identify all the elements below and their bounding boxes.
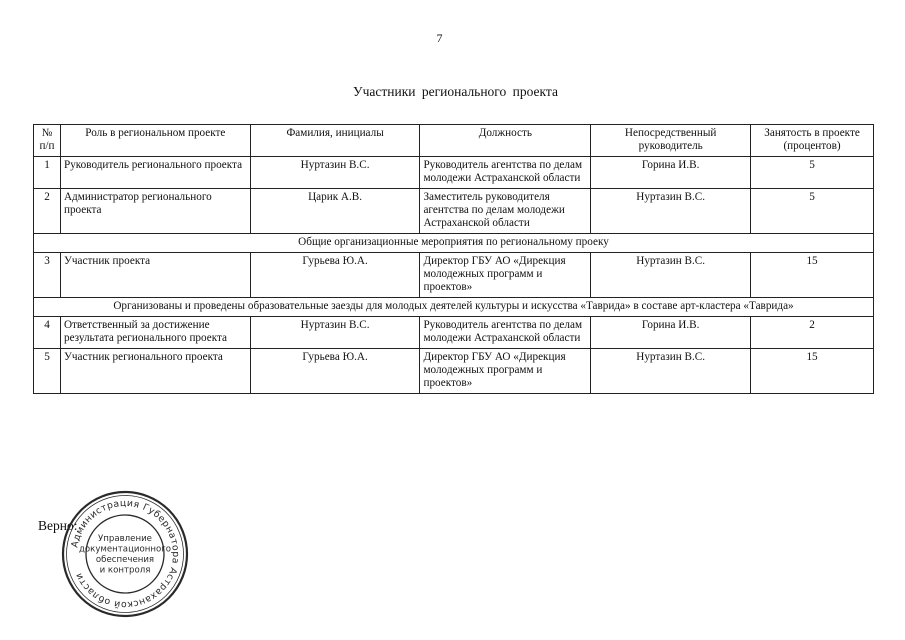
cell-position: Директор ГБУ АО «Дирекция молодежных программ и проектов»: [420, 253, 591, 298]
cell-manager: Нуртазин В.С.: [591, 253, 751, 298]
svg-text:документационного: документационного: [78, 544, 172, 555]
column-header-number: № п/п: [34, 125, 61, 157]
section-heading: Организованы и проведены образовательные заезды для молодых деятелей культуры и искусства «Таврида» в составе арт-кластера «Таврида»: [34, 298, 874, 317]
document-title: Участники регионального проекта: [353, 84, 558, 99]
official-seal-stamp: [60, 489, 190, 619]
page-number: 7: [436, 31, 443, 45]
cell-manager: Горина И.В.: [591, 157, 751, 189]
cell-position: Руководитель агентства по делам молодежи Астраханской области: [420, 157, 591, 189]
column-header-manager: Непосредственный руководитель: [591, 125, 751, 157]
svg-text:и контроля: и контроля: [99, 565, 151, 576]
cell-role: Администратор регионального проекта: [60, 189, 250, 234]
section-heading: Общие организационные мероприятия по региональному проеку: [34, 234, 874, 253]
column-header-load: Занятость в проекте (процентов): [751, 125, 874, 157]
cell-role: Участник проекта: [60, 253, 250, 298]
table-row: [34, 253, 874, 298]
svg-text:Управление: Управление: [98, 534, 152, 544]
cell-manager: Нуртазин В.С.: [591, 189, 751, 234]
cell-role: Участник регионального проекта: [60, 349, 250, 394]
cell-position: Заместитель руководителя агентства по делам молодежи Астраханской области: [420, 189, 591, 234]
cell-load: 15: [751, 253, 874, 298]
verno-label: Верно:: [38, 518, 78, 533]
section-row: [34, 234, 874, 253]
cell-manager: Нуртазин В.С.: [591, 349, 751, 394]
cell-load: 15: [751, 349, 874, 394]
cell-manager: Горина И.В.: [591, 317, 751, 349]
cell-name: Гурьева Ю.А.: [250, 253, 420, 298]
cell-name: Царик А.В.: [250, 189, 420, 234]
cell-number: 5: [34, 349, 61, 394]
cell-number: 2: [34, 189, 61, 234]
cell-position: Директор ГБУ АО «Дирекция молодежных программ и проектов»: [420, 349, 591, 394]
participants-table: [33, 124, 874, 394]
table-row: [34, 349, 874, 394]
cell-name: Гурьева Ю.А.: [250, 349, 420, 394]
section-row: [34, 298, 874, 317]
table-row: [34, 189, 874, 234]
svg-text:обеспечения: обеспечения: [95, 555, 155, 565]
cell-load: 5: [751, 189, 874, 234]
cell-role: Руководитель регионального проекта: [60, 157, 250, 189]
cell-load: 5: [751, 157, 874, 189]
column-header-position: Должность: [420, 125, 591, 157]
cell-position: Руководитель агентства по делам молодежи Астраханской области: [420, 317, 591, 349]
cell-load: 2: [751, 317, 874, 349]
table-header-row: [34, 125, 874, 157]
table-row: [34, 157, 874, 189]
column-header-role: Роль в региональном проекте: [60, 125, 250, 157]
cell-number: 4: [34, 317, 61, 349]
cell-number: 1: [34, 157, 61, 189]
svg-text:Администрация Губернатора Астр: Администрация Губернатора Астраханской области: [69, 497, 182, 611]
cell-name: Нуртазин В.С.: [250, 317, 420, 349]
column-header-name: Фамилия, инициалы: [250, 125, 420, 157]
table-row: [34, 317, 874, 349]
cell-number: 3: [34, 253, 61, 298]
cell-role: Ответственный за достижение результата регионального проекта: [60, 317, 250, 349]
cell-name: Нуртазин В.С.: [250, 157, 420, 189]
